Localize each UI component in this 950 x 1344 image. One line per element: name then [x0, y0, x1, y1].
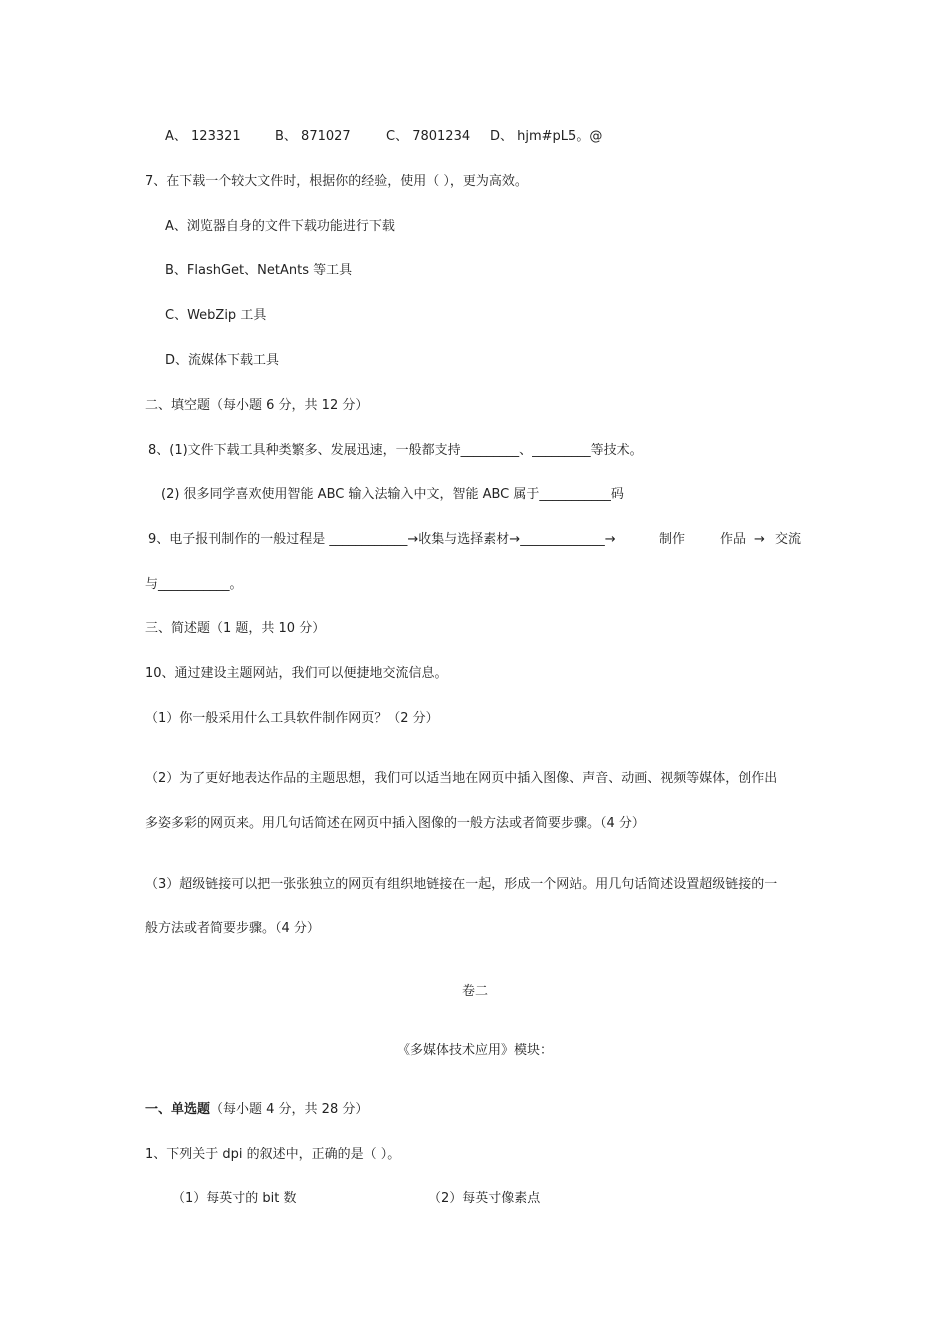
volume2-title: 卷二 — [461, 984, 488, 999]
q10-part3-line1: （3）超级链接可以把一张张独立的网页有组织地链接在一起，形成一个网站。用几句话简述设置超级链接的一 — [145, 877, 778, 892]
q9-line1-main: 9、电子报刊制作的一般过程是 ____________→收集与选择素材→_____________→ — [148, 532, 616, 547]
module-title: 《多媒体技术应用》模块： — [396, 1043, 553, 1058]
q6-option-d: D、 hjm#pL5。@ — [490, 129, 603, 144]
q7-option-b: B、FlashGet、NetAnts 等工具 — [165, 263, 353, 278]
q9-line1-arrow: → — [754, 532, 765, 547]
section3-heading: 三、简述题（1 题，共 10 分） — [145, 621, 326, 636]
q7-option-d: D、流媒体下载工具 — [165, 353, 280, 368]
q6-options-row — [165, 129, 602, 145]
section2-heading: 二、填空题（每小题 6 分，共 12 分） — [145, 398, 369, 413]
q8-part2: (2) 很多同学喜欢使用智能 ABC 输入法输入中文，智能 ABC 属于___________码 — [161, 487, 624, 502]
q7-option-a: A、浏览器自身的文件下载功能进行下载 — [165, 219, 395, 234]
q9-line1-exchange: 交流 — [775, 532, 802, 547]
q10-part2-line2: 多姿多彩的网页来。用几句话简述在网页中插入图像的一般方法或者简要步骤。（4 分） — [145, 816, 645, 831]
q10-stem: 10、通过建设主题网站，我们可以便捷地交流信息。 — [145, 666, 448, 681]
q9-line2: 与___________。 — [145, 577, 243, 592]
q10-part3-line2: 般方法或者简要步骤。（4 分） — [145, 921, 320, 936]
q7-option-c: C、WebZip 工具 — [165, 308, 267, 323]
q1-v2-option-1: （1）每英寸的 bit 数 — [172, 1191, 297, 1206]
q10-part2-line1: （2）为了更好地表达作品的主题思想，我们可以适当地在网页中插入图像、声音、动画、视频等媒体，创作出 — [145, 771, 778, 786]
q1-v2-option-2: （2）每英寸像素点 — [428, 1191, 541, 1206]
q8-part1: 8、(1)文件下载工具种类繁多、发展迅速，一般都支持_________、_________等技术。 — [148, 443, 643, 458]
q6-option-c: C、 7801234 — [386, 129, 471, 144]
q1-v2-stem: 1、下列关于 dpi 的叙述中，正确的是（ ）。 — [145, 1147, 401, 1162]
q7-stem: 7、在下载一个较大文件时，根据你的经验，使用（ ），更为高效。 — [145, 174, 528, 189]
q9-line1-works: 作品 — [720, 532, 747, 547]
q10-part1: （1）你一般采用什么工具软件制作网页？（2 分） — [145, 711, 439, 726]
section1-v2-heading — [145, 1102, 368, 1118]
q6-option-b: B、 871027 — [275, 129, 351, 144]
q6-option-a: A、 123321 — [165, 129, 241, 144]
section1-v2-heading-rest: （每小题 4 分，共 28 分） — [210, 1102, 369, 1117]
q9-line1-make: 制作 — [659, 532, 686, 547]
section1-v2-heading-bold: 一、单选题 — [145, 1102, 211, 1117]
